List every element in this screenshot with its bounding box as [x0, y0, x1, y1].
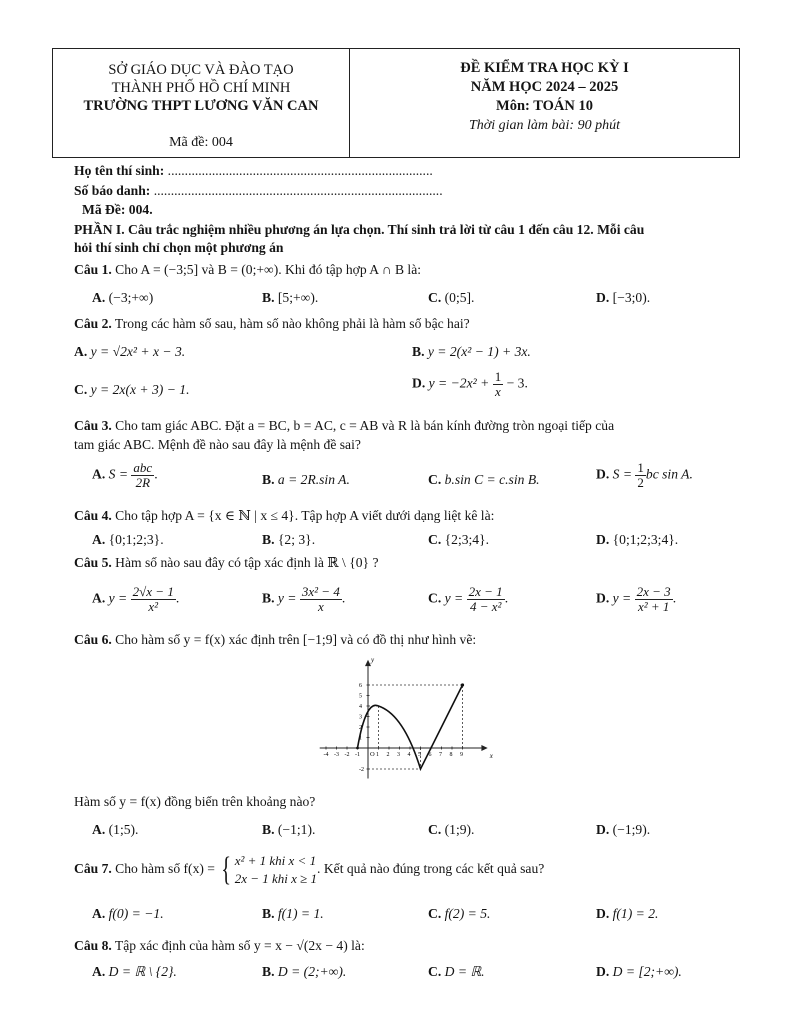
x-tick-label: -1 [355, 752, 360, 758]
q7-option-c[interactable]: C. f(2) = 5. [428, 906, 491, 921]
exam-code: Mã đề: 004 [169, 135, 233, 150]
x-tick-label: -4 [323, 752, 329, 758]
piecewise-brace: { [221, 851, 232, 888]
x-tick-label: 4 [407, 752, 411, 758]
y-tick-label: -2 [359, 767, 364, 773]
question-3-text-1: Cho tam giác ABC. Đặt a = BC, b = AC, c = AB và R là bán kính đường tròn ngoại tiếp của [111, 418, 615, 433]
piecewise-cases: x² + 1 khi x < 1 2x − 1 khi x ≥ 1 [234, 853, 318, 886]
question-2-text: Trong các hàm số sau, hàm số nào không phải là hàm số bậc hai? [111, 316, 470, 331]
question-4: Câu 4. Cho tập hợp A = {x ∈ ℕ | x ≤ 4}. Tập hợp A viết dưới dạng liệt kê là: [74, 508, 495, 523]
y-axis-label: y [371, 656, 375, 664]
question-4-text: Cho tập hợp A = {x ∈ ℕ | x ≤ 4}. Tập hợp A viết dưới dạng liệt kê là: [111, 508, 495, 523]
x-tick-label: 7 [439, 752, 442, 758]
y-tick-label: 1 [359, 735, 362, 742]
q4-option-b[interactable]: B. {2; 3}. [262, 532, 316, 547]
department-line-2: THÀNH PHỐ HỒ CHÍ MINH [111, 80, 291, 96]
q2-option-c[interactable]: C. y = 2x(x + 3) − 1. [74, 382, 190, 397]
q1-option-a[interactable]: A. (−3;+∞) [92, 290, 154, 305]
question-3-text-2: tam giác ABC. Mệnh đề nào sau đây là mệnh đề sai? [74, 437, 361, 452]
exam-title: ĐỀ KIỂM TRA HỌC KỲ I [460, 60, 629, 76]
q3-option-d[interactable]: D. S = $\frac{1}{2}$ bc sin A. [596, 460, 693, 490]
department-line-1: SỞ GIÁO DỤC VÀ ĐÀO TẠO [108, 62, 294, 78]
q5-option-d[interactable]: D. y = $\frac{2x - 3}{\text{x² + 1}}$ . [596, 584, 677, 614]
q6-option-d[interactable]: D. (−1;9). [596, 822, 651, 837]
x-tick-label: 3 [397, 752, 400, 758]
question-2: Câu 2. Trong các hàm số sau, hàm số nào không phải là hàm số bậc hai? [74, 316, 470, 331]
q4-option-c[interactable]: C. {2;3;4}. [428, 532, 490, 547]
x-tick-label: -3 [334, 752, 339, 758]
part-heading-line-1: PHẦN I. Câu trắc nghiệm nhiều phương án lựa chọn. Thí sinh trả lời từ câu 1 đến câu 12. Mỗi câu [74, 222, 645, 237]
q2-option-b[interactable]: B. y = 2(x² − 1) + 3x. [412, 344, 531, 359]
exam-time: Thời gian làm bài: 90 phút [469, 118, 620, 133]
q1-option-c[interactable]: C. (0;5]. [428, 290, 475, 305]
q4-option-d[interactable]: D. {0;1;2;3;4}. [596, 532, 679, 547]
q6-option-c[interactable]: C. (1;9). [428, 822, 475, 837]
q7-option-d[interactable]: D. f(1) = 2. [596, 906, 659, 921]
q8-option-c[interactable]: C. D = ℝ. [428, 964, 485, 979]
exam-code-line: Mã Đề: 004. [82, 202, 153, 217]
exam-header [52, 48, 740, 158]
q8-option-d[interactable]: D. D = [2;+∞). [596, 964, 682, 979]
q5-option-a[interactable]: A. y = $\frac{2√x - 1}{\text{x²}}$ . [92, 584, 180, 614]
q6-option-a[interactable]: A. (1;5). [92, 822, 139, 837]
function-graph [308, 656, 498, 782]
y-tick-label: 2 [359, 725, 362, 731]
endpoint-dot [461, 683, 464, 686]
q7-option-a[interactable]: A. f(0) = −1. [92, 906, 164, 921]
x-tick-label: 8 [449, 752, 453, 758]
q6-option-b[interactable]: B. (−1;1). [262, 822, 316, 837]
header-school-block [53, 49, 350, 157]
subject: Môn: TOÁN 10 [496, 98, 593, 114]
q2-option-d[interactable]: D. y = −2x² + $\frac{1}{x}$ − 3. [412, 369, 528, 399]
question-6-text: Cho hàm số y = f(x) xác định trên [−1;9] và có đồ thị như hình vẽ: [111, 632, 477, 647]
q7-option-b[interactable]: B. f(1) = 1. [262, 906, 324, 921]
question-6-followup: Hàm số y = f(x) đồng biến trên khoảng nào? [74, 794, 316, 809]
part-heading-line-2: hỏi thí sinh chỉ chọn một phương án [74, 240, 284, 255]
question-8: Câu 8. Tập xác định của hàm số y = x − √(2x − 4) là: [74, 938, 365, 953]
q5-option-c[interactable]: C. y = $\frac{2x - 1}{\text{4 − x²}}$ . [428, 584, 509, 614]
q1-option-b[interactable]: B. [5;+∞). [262, 290, 319, 305]
origin-label: O [370, 751, 375, 758]
q2-option-a[interactable]: A. y = √2x² + x − 3. [74, 344, 186, 359]
x-tick-label: 9 [460, 752, 463, 758]
q1-option-d[interactable]: D. [−3;0). [596, 290, 651, 305]
question-7: Câu 7. Cho hàm số f(x) = { x² + 1 khi x < 1 2x − 1 khi x ≥ 1 . Kết quả nào đúng trong các kết quả sau? [74, 851, 545, 888]
student-name-line [74, 163, 433, 179]
school-year: NĂM HỌC 2024 – 2025 [470, 79, 619, 95]
q4-option-a[interactable]: A. {0;1;2;3}. [92, 532, 164, 547]
school-name: TRƯỜNG THPT LƯƠNG VĂN CAN [83, 98, 319, 114]
question-5: Câu 5. Hàm số nào sau đây có tập xác định là ℝ \ {0} ? [74, 555, 379, 570]
student-id-label: Số báo danh: [74, 183, 154, 198]
x-tick-label: 5 [418, 752, 421, 758]
question-8-text: Tập xác định của hàm số y = x − √(2x − 4) là: [111, 938, 365, 953]
x-tick-label: 1 [376, 752, 379, 758]
header-exam-block [350, 49, 739, 157]
x-axis-label: x [489, 752, 493, 760]
x-tick-label: -2 [344, 752, 350, 758]
question-6: Câu 6. Cho hàm số y = f(x) xác định trên [−1;9] và có đồ thị như hình vẽ: [74, 632, 477, 647]
y-tick-label: 3 [359, 714, 362, 721]
student-name-dots: .............................................................................. [167, 163, 433, 178]
question-1 [74, 262, 421, 278]
q3-option-b[interactable]: B. a = 2R.sin A. [262, 472, 350, 487]
student-id-line [74, 183, 443, 199]
y-tick-label: 5 [359, 693, 362, 700]
question-5-text: Hàm số nào sau đây có tập xác định là ℝ \ {0} ? [111, 555, 379, 570]
x-axis-arrow [481, 745, 487, 751]
q3-option-a[interactable]: A. S = $\frac{\text{abc}}{2R}$ . [92, 460, 158, 490]
student-id-dots: ..................................................................................... [153, 183, 443, 198]
q8-option-b[interactable]: B. D = (2;+∞). [262, 964, 347, 979]
x-tick-label: 6 [428, 752, 432, 758]
q5-option-b[interactable]: B. y = $\frac{\text{3x² − 4}}{x}$ . [262, 584, 346, 614]
question-1-text: Cho A = (−3;5] và B = (0;+∞). Khi đó tập hợp A ∩ B là: [111, 262, 421, 277]
q3-option-c[interactable]: C. b.sin C = c.sin B. [428, 472, 540, 487]
y-tick-label: 4 [359, 704, 362, 710]
x-tick-label: 2 [386, 752, 390, 758]
y-tick-label: 6 [359, 683, 362, 689]
question-1-label: Câu 1. [74, 262, 112, 277]
question-3: Câu 3. Cho tam giác ABC. Đặt a = BC, b = AC, c = AB và R là bán kính đường tròn ngoại tiếp của [74, 418, 615, 433]
q8-option-a[interactable]: A. D = ℝ \ {2}. [92, 964, 177, 979]
student-name-label: Họ tên thí sinh: [74, 163, 168, 178]
startpoint-dot [356, 747, 359, 750]
